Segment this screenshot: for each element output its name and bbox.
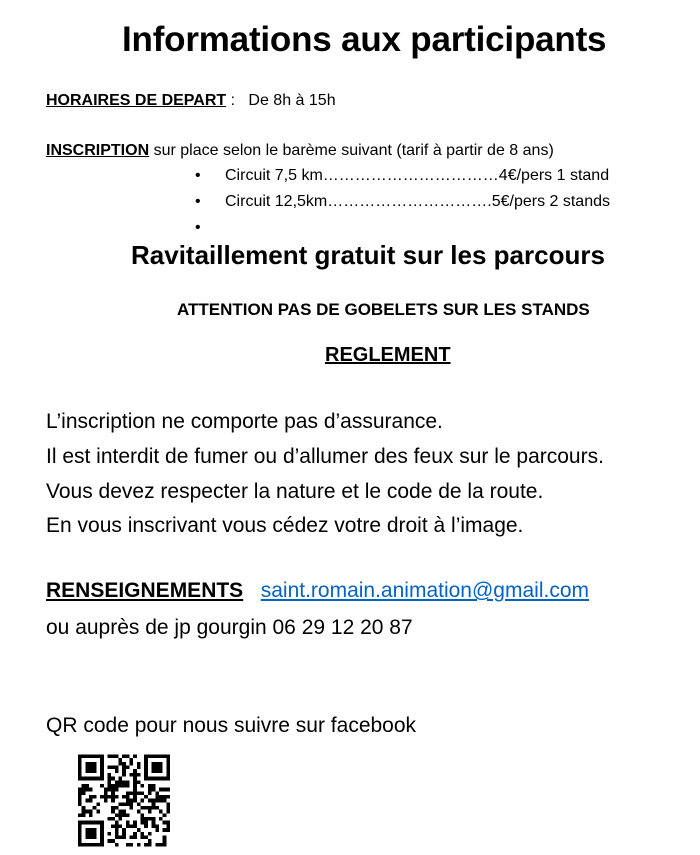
reglement-heading: REGLEMENT [325,344,451,366]
horaires-line [46,92,336,110]
ravitaillement-heading: Ravitaillement gratuit sur les parcours [131,240,605,270]
bullet: • [195,193,201,210]
rule-line: L’inscription ne comporte pas d’assurance. [46,410,443,433]
inscription-label: INSCRIPTION [46,142,150,159]
qr-code-icon[interactable] [78,753,170,848]
bullet: • [195,167,201,184]
renseignements-line [46,579,589,603]
horaires-label: HORAIRES DE DEPART [46,92,227,109]
circuit-item [195,193,610,211]
inscription-line [46,142,554,160]
attention-notice: ATTENTION PAS DE GOBELETS SUR LES STANDS [177,300,590,319]
empty-bullet [195,219,225,237]
circuit-item [195,167,609,185]
circuit-text: Circuit 12,5km………………………….5€/pers 2 stands [225,193,610,210]
horaires-value: De 8h à 15h [248,92,336,109]
rule-line: En vous inscrivant vous cédez votre droit à l’image. [46,514,524,537]
inscription-text: sur place selon le barème suivant (tarif à partir de 8 ans) [149,142,554,159]
rule-line: Il est interdit de fumer ou d’allumer des feux sur le parcours. [46,445,604,468]
renseignements-label: RENSEIGNEMENTS [46,579,244,602]
circuit-text: Circuit 7,5 km……………………………4€/pers 1 stand [225,167,610,184]
bullet: • [195,219,201,236]
contact-line: ou auprès de jp gourgin 06 29 12 20 87 [46,616,413,639]
rule-line: Vous devez respecter la nature et le code de la route. [46,480,544,503]
page-title: Informations aux participants [122,20,607,59]
email-link[interactable]: saint.romain.animation@gmail.com [260,579,589,602]
horaires-sep: : [226,92,236,109]
qr-caption: QR code pour nous suivre sur facebook [46,714,417,737]
